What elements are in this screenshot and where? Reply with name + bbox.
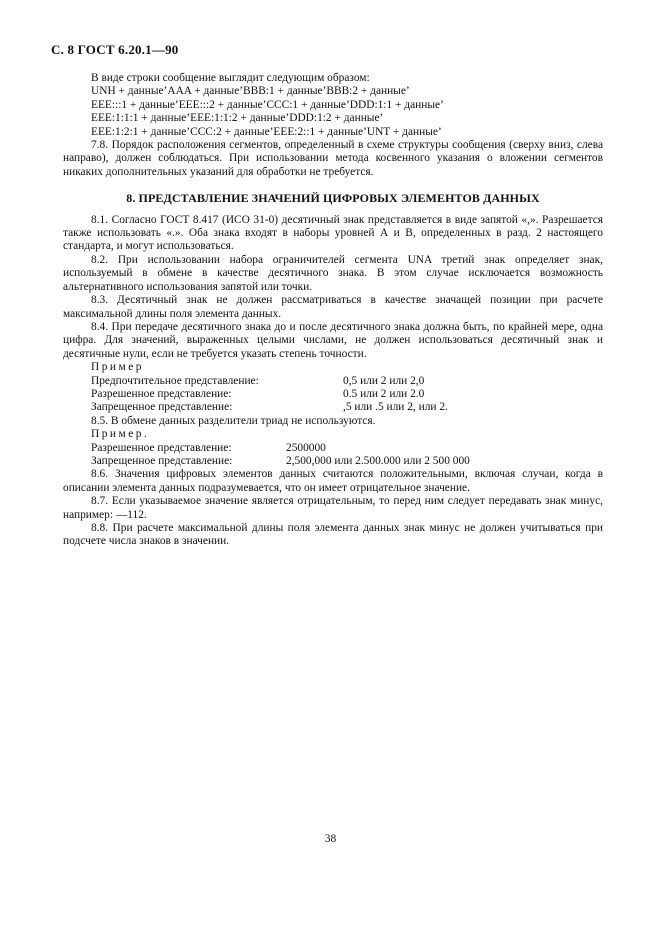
example-1-row	[63, 401, 603, 414]
message-line-2: EEE:::1 + данные’EEE:::2 + данные’CCC:1 + данные’DDD:1:1 + данные’	[91, 98, 444, 111]
message-line-3: EEE:1:1:1 + данные’EEE:1:1:2 + данные’DDD:1:2 + данные’	[91, 112, 384, 125]
example-row-label: Запрещенное представление:	[91, 454, 233, 467]
example-2-row	[63, 442, 603, 455]
section-title: 8. ПРЕДСТАВЛЕНИЕ ЗНАЧЕНИЙ ЦИФРОВЫХ ЭЛЕМЕНТОВ ДАННЫХ	[126, 191, 540, 206]
paragraph-8-6: 8.6. Значения цифровых элементов данных считаются положительными, включая случаи, когда в описании элемента данных подразумевается, что он имеет отрицательное значение.	[63, 468, 603, 494]
message-line-4: EEE:1:2:1 + данные’CCC:2 + данные’EEE:2::1 + данные’UNT + данные’	[91, 125, 442, 138]
example-row-label: Предпочтительное представление:	[91, 374, 259, 387]
paragraph-8-4: 8.4. При передаче десятичного знака до и после десятичного знака должна быть, по крайней мере, одна цифра. Для значений, выраженных целыми числами, не должен использоваться десятичный знак и десятичные нули, если не требуется указать степень точности.	[63, 320, 603, 360]
paragraph-8-8: 8.8. При расчете максимальной длины поля элемента данных знак минус не должен учитываться при подсчете числа знаков в значении.	[63, 522, 603, 548]
paragraph-8-7: 8.7. Если указываемое значение является отрицательным, то перед ним следует передавать знак минус, например: —112.	[63, 495, 603, 521]
page-header: С. 8 ГОСТ 6.20.1—90	[51, 42, 179, 57]
example-row-label: Разрешенное представление:	[91, 441, 232, 454]
example-1-row	[63, 375, 603, 388]
example-2-row	[63, 455, 603, 468]
paragraph-7-8: 7.8. Порядок расположения сегментов, определенный в схеме структуры сообщения (сверху вниз, слева направо), должен соблюдаться. При использовании метода косвенного указания о вложении сегментов никаких дополнительных указаний для обработки не требуется.	[63, 139, 603, 178]
example-row-label: Запрещенное представление:	[91, 401, 233, 414]
paragraph-8-3: 8.3. Десятичный знак не должен рассматриваться в качестве значащей позиции при расчете максимальной длины поля элемента данных.	[63, 294, 603, 320]
paragraph-8-1: 8.1. Согласно ГОСТ 8.417 (ИСО 31-0) десятичный знак представляется в виде запятой «,». Разрешается также использовать «.». Оба знака входят в наборы уровней А и В, определенных в разд. 2 настоящего стандарта, и могут использоваться.	[63, 213, 603, 253]
intro-lead: В виде строки сообщение выглядит следующим образом:	[91, 72, 370, 84]
document-body	[63, 72, 603, 549]
page-number: 38	[324, 833, 337, 845]
example-row-value: 0.5 или 2 или 2.0	[343, 387, 425, 400]
example-row-value: ,5 или .5 или 2, или 2.	[343, 401, 448, 414]
example-2-label: Пример.	[91, 428, 150, 441]
example-row-value: 2,500,000 или 2.500.000 или 2 500 000	[286, 454, 470, 467]
example-1-row	[63, 388, 603, 401]
message-line-1: UNH + данные’AAA + данные’BBB:1 + данные’BBB:2 + данные’	[91, 85, 410, 98]
example-row-value: 2500000	[286, 441, 326, 454]
example-1-label: Пример	[91, 361, 144, 374]
paragraph-8-2: 8.2. При использовании набора ограничителей сегмента UNA третий знак определяет знак, используемый в обмене в качестве десятичного знака. В этом случае исключается возможность альтернативного использования запятой или точки.	[63, 253, 603, 293]
example-row-value: 0,5 или 2 или 2,0	[343, 374, 425, 387]
example-row-label: Разрешенное представление:	[91, 387, 232, 400]
paragraph-8-5: 8.5. В обмене данных разделители триад не используются.	[91, 414, 376, 427]
